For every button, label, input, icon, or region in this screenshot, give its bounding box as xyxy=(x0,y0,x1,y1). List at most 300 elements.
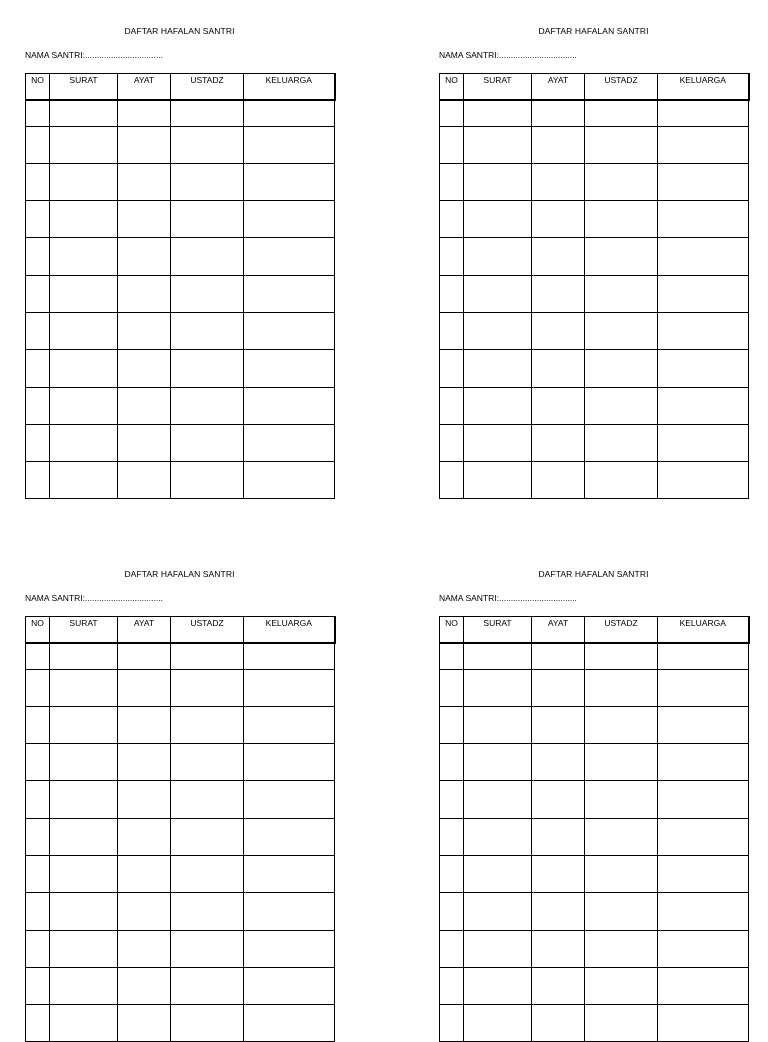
table-cell xyxy=(118,855,171,892)
header-row xyxy=(440,617,749,644)
table-row xyxy=(440,744,749,781)
table-cell xyxy=(440,967,464,1004)
column-header-surat: SURAT xyxy=(50,74,118,101)
table-cell xyxy=(464,126,532,163)
table-cell xyxy=(658,275,749,312)
column-header-surat: SURAT xyxy=(50,617,118,644)
table-row xyxy=(440,818,749,855)
table-row xyxy=(26,238,335,275)
table-cell xyxy=(440,201,464,238)
table-row xyxy=(440,1005,749,1042)
table-cell xyxy=(440,930,464,967)
table-cell xyxy=(464,855,532,892)
table-cell xyxy=(171,312,244,349)
table-row xyxy=(440,312,749,349)
table-cell xyxy=(244,424,335,461)
table-body xyxy=(440,100,749,499)
table-cell xyxy=(585,967,658,1004)
table-row xyxy=(26,126,335,163)
table-cell xyxy=(118,387,171,424)
table-cell xyxy=(244,930,335,967)
table-cell xyxy=(532,424,585,461)
table-cell xyxy=(440,818,464,855)
table-cell xyxy=(585,163,658,200)
table-cell xyxy=(658,312,749,349)
table-row xyxy=(26,706,335,743)
table-cell xyxy=(585,669,658,706)
table-cell xyxy=(244,201,335,238)
santri-name-line: NAMA SANTRI:................................. xyxy=(439,50,577,60)
table-cell xyxy=(532,126,585,163)
table-row xyxy=(26,893,335,930)
table-cell xyxy=(171,967,244,1004)
hafalan-table xyxy=(25,73,336,499)
table-cell xyxy=(50,100,118,126)
table-cell xyxy=(171,930,244,967)
table-cell xyxy=(464,930,532,967)
table-cell xyxy=(26,238,50,275)
table-cell xyxy=(118,238,171,275)
table-cell xyxy=(244,100,335,126)
table-cell xyxy=(658,706,749,743)
table-cell xyxy=(118,706,171,743)
table-cell xyxy=(532,387,585,424)
table-cell xyxy=(585,818,658,855)
table-cell xyxy=(26,275,50,312)
table-cell xyxy=(440,893,464,930)
table-row xyxy=(26,967,335,1004)
table-row xyxy=(440,126,749,163)
table-cell xyxy=(532,275,585,312)
table-cell xyxy=(26,312,50,349)
table-cell xyxy=(532,930,585,967)
table-cell xyxy=(118,350,171,387)
table-row xyxy=(26,100,335,126)
table-cell xyxy=(171,163,244,200)
table-cell xyxy=(171,126,244,163)
table-cell xyxy=(464,312,532,349)
column-header-ayat: AYAT xyxy=(532,74,585,101)
table-cell xyxy=(50,967,118,1004)
column-header-ayat: AYAT xyxy=(532,617,585,644)
table-cell xyxy=(658,201,749,238)
table-cell xyxy=(171,201,244,238)
table-cell xyxy=(585,744,658,781)
table-cell xyxy=(26,201,50,238)
table-cell xyxy=(464,238,532,275)
table-body xyxy=(26,100,335,499)
table-row xyxy=(26,744,335,781)
table-row xyxy=(26,643,335,669)
table-cell xyxy=(118,781,171,818)
hafalan-table xyxy=(25,616,336,1042)
table-row xyxy=(26,275,335,312)
form-title: DAFTAR HAFALAN SANTRI xyxy=(538,569,649,579)
table-row xyxy=(440,387,749,424)
column-header-keluarga: KELUARGA xyxy=(658,74,749,101)
table-cell xyxy=(658,100,749,126)
table-row xyxy=(440,350,749,387)
table-row xyxy=(26,312,335,349)
table-row xyxy=(26,387,335,424)
table-row xyxy=(26,424,335,461)
table-cell xyxy=(440,643,464,669)
table-cell xyxy=(26,643,50,669)
table-cell xyxy=(50,1005,118,1042)
table-cell xyxy=(50,424,118,461)
table-cell xyxy=(26,893,50,930)
table-cell xyxy=(26,967,50,1004)
table-cell xyxy=(658,967,749,1004)
table-cell xyxy=(440,126,464,163)
table-cell xyxy=(658,163,749,200)
table-row xyxy=(440,201,749,238)
table-cell xyxy=(464,350,532,387)
table-cell xyxy=(658,818,749,855)
table-cell xyxy=(440,744,464,781)
table-cell xyxy=(50,930,118,967)
table-cell xyxy=(658,238,749,275)
table-cell xyxy=(658,350,749,387)
column-header-no: NO xyxy=(26,617,50,644)
table-row xyxy=(26,669,335,706)
table-cell xyxy=(658,930,749,967)
table-row xyxy=(440,855,749,892)
table-cell xyxy=(26,163,50,200)
table-row xyxy=(440,462,749,499)
table-cell xyxy=(464,201,532,238)
table-cell xyxy=(50,201,118,238)
table-cell xyxy=(171,893,244,930)
hafalan-table xyxy=(439,616,750,1042)
table-cell xyxy=(464,462,532,499)
table-cell xyxy=(171,387,244,424)
table-row xyxy=(26,201,335,238)
table-cell xyxy=(118,462,171,499)
table-cell xyxy=(244,669,335,706)
table-cell xyxy=(585,201,658,238)
table-cell xyxy=(244,706,335,743)
table-cell xyxy=(171,706,244,743)
table-cell xyxy=(50,350,118,387)
table-cell xyxy=(440,350,464,387)
table-cell xyxy=(26,350,50,387)
table-cell xyxy=(171,818,244,855)
table-cell xyxy=(50,462,118,499)
table-cell xyxy=(464,893,532,930)
table-cell xyxy=(464,781,532,818)
table-cell xyxy=(585,275,658,312)
table-cell xyxy=(464,100,532,126)
table-cell xyxy=(26,1005,50,1042)
table-cell xyxy=(50,238,118,275)
table-cell xyxy=(532,744,585,781)
table-cell xyxy=(171,350,244,387)
table-cell xyxy=(440,100,464,126)
table-cell xyxy=(26,387,50,424)
table-cell xyxy=(585,387,658,424)
table-cell xyxy=(532,1005,585,1042)
table-cell xyxy=(171,100,244,126)
table-cell xyxy=(50,781,118,818)
table-cell xyxy=(532,238,585,275)
table-cell xyxy=(118,930,171,967)
column-header-ustadz: USTADZ xyxy=(585,617,658,644)
table-cell xyxy=(244,387,335,424)
table-cell xyxy=(464,744,532,781)
table-cell xyxy=(118,126,171,163)
santri-name-line: NAMA SANTRI:................................. xyxy=(25,50,163,60)
table-cell xyxy=(658,744,749,781)
table-cell xyxy=(244,462,335,499)
table-row xyxy=(440,669,749,706)
table-cell xyxy=(50,275,118,312)
table-cell xyxy=(118,818,171,855)
table-cell xyxy=(585,930,658,967)
table-cell xyxy=(26,744,50,781)
column-header-surat: SURAT xyxy=(464,617,532,644)
table-cell xyxy=(26,669,50,706)
table-cell xyxy=(244,744,335,781)
table-cell xyxy=(50,163,118,200)
table-cell xyxy=(118,893,171,930)
table-row xyxy=(440,781,749,818)
column-header-no: NO xyxy=(26,74,50,101)
table-cell xyxy=(658,643,749,669)
table-cell xyxy=(532,706,585,743)
table-cell xyxy=(658,462,749,499)
santri-name-line: NAMA SANTRI:................................. xyxy=(439,593,577,603)
table-cell xyxy=(171,1005,244,1042)
table-cell xyxy=(118,312,171,349)
table-cell xyxy=(658,893,749,930)
table-cell xyxy=(50,818,118,855)
table-row xyxy=(26,781,335,818)
table-cell xyxy=(118,643,171,669)
table-cell xyxy=(118,275,171,312)
table-cell xyxy=(26,781,50,818)
table-row xyxy=(440,967,749,1004)
header-row xyxy=(26,74,335,101)
table-cell xyxy=(118,424,171,461)
table-row xyxy=(440,275,749,312)
table-row xyxy=(440,424,749,461)
table-cell xyxy=(244,818,335,855)
table-cell xyxy=(118,744,171,781)
column-header-ayat: AYAT xyxy=(118,74,171,101)
table-row xyxy=(440,238,749,275)
table-cell xyxy=(440,669,464,706)
table-cell xyxy=(532,855,585,892)
table-cell xyxy=(244,126,335,163)
table-cell xyxy=(464,818,532,855)
column-header-keluarga: KELUARGA xyxy=(244,617,335,644)
table-row xyxy=(440,163,749,200)
table-cell xyxy=(26,855,50,892)
header-row xyxy=(26,617,335,644)
table-cell xyxy=(585,350,658,387)
table-cell xyxy=(532,781,585,818)
table-row xyxy=(26,930,335,967)
table-cell xyxy=(532,312,585,349)
table-cell xyxy=(440,238,464,275)
table-cell xyxy=(440,855,464,892)
table-cell xyxy=(585,238,658,275)
table-cell xyxy=(464,706,532,743)
table-cell xyxy=(118,967,171,1004)
table-cell xyxy=(244,238,335,275)
table-cell xyxy=(171,855,244,892)
table-cell xyxy=(658,1005,749,1042)
table-cell xyxy=(244,781,335,818)
table-cell xyxy=(244,350,335,387)
table-row xyxy=(26,462,335,499)
table-cell xyxy=(532,100,585,126)
table-cell xyxy=(50,706,118,743)
table-cell xyxy=(585,706,658,743)
column-header-no: NO xyxy=(440,617,464,644)
table-cell xyxy=(585,462,658,499)
table-cell xyxy=(585,126,658,163)
table-cell xyxy=(50,744,118,781)
form-title: DAFTAR HAFALAN SANTRI xyxy=(124,569,235,579)
table-cell xyxy=(585,100,658,126)
table-cell xyxy=(50,312,118,349)
hafalan-table xyxy=(439,73,750,499)
table-cell xyxy=(118,1005,171,1042)
table-cell xyxy=(658,855,749,892)
table-cell xyxy=(585,643,658,669)
table-cell xyxy=(464,275,532,312)
table-cell xyxy=(464,967,532,1004)
table-cell xyxy=(171,669,244,706)
table-cell xyxy=(50,855,118,892)
table-cell xyxy=(440,1005,464,1042)
table-cell xyxy=(464,669,532,706)
table-cell xyxy=(26,100,50,126)
header-row xyxy=(440,74,749,101)
table-cell xyxy=(658,781,749,818)
form-title: DAFTAR HAFALAN SANTRI xyxy=(538,26,649,36)
table-cell xyxy=(50,387,118,424)
table-cell xyxy=(244,275,335,312)
table-cell xyxy=(464,424,532,461)
table-cell xyxy=(440,781,464,818)
table-cell xyxy=(244,1005,335,1042)
table-row xyxy=(440,930,749,967)
table-cell xyxy=(585,855,658,892)
column-header-ustadz: USTADZ xyxy=(171,617,244,644)
table-cell xyxy=(26,126,50,163)
table-row xyxy=(26,163,335,200)
table-cell xyxy=(440,387,464,424)
table-cell xyxy=(244,163,335,200)
table-row xyxy=(440,643,749,669)
table-cell xyxy=(244,967,335,1004)
form-title: DAFTAR HAFALAN SANTRI xyxy=(124,26,235,36)
table-cell xyxy=(440,163,464,200)
table-cell xyxy=(171,462,244,499)
table-cell xyxy=(532,893,585,930)
table-cell xyxy=(532,643,585,669)
table-body xyxy=(440,643,749,1042)
table-cell xyxy=(532,669,585,706)
table-cell xyxy=(440,424,464,461)
column-header-ustadz: USTADZ xyxy=(171,74,244,101)
table-cell xyxy=(118,201,171,238)
table-cell xyxy=(585,781,658,818)
table-cell xyxy=(658,126,749,163)
table-cell xyxy=(464,1005,532,1042)
table-row xyxy=(26,350,335,387)
table-cell xyxy=(464,387,532,424)
table-cell xyxy=(171,744,244,781)
table-cell xyxy=(50,126,118,163)
table-cell xyxy=(26,930,50,967)
column-header-ustadz: USTADZ xyxy=(585,74,658,101)
table-cell xyxy=(658,387,749,424)
table-cell xyxy=(532,163,585,200)
table-cell xyxy=(585,424,658,461)
table-cell xyxy=(440,275,464,312)
table-cell xyxy=(26,706,50,743)
table-cell xyxy=(244,893,335,930)
table-cell xyxy=(532,967,585,1004)
table-cell xyxy=(171,238,244,275)
table-cell xyxy=(171,643,244,669)
table-cell xyxy=(171,275,244,312)
table-cell xyxy=(464,643,532,669)
column-header-surat: SURAT xyxy=(464,74,532,101)
table-cell xyxy=(244,312,335,349)
table-cell xyxy=(244,855,335,892)
table-cell xyxy=(118,669,171,706)
column-header-keluarga: KELUARGA xyxy=(658,617,749,644)
table-cell xyxy=(171,781,244,818)
table-body xyxy=(26,643,335,1042)
table-row xyxy=(26,1005,335,1042)
table-cell xyxy=(658,669,749,706)
column-header-no: NO xyxy=(440,74,464,101)
table-row xyxy=(440,893,749,930)
table-cell xyxy=(532,201,585,238)
table-row xyxy=(26,818,335,855)
table-cell xyxy=(50,893,118,930)
table-cell xyxy=(50,643,118,669)
table-row xyxy=(26,855,335,892)
table-cell xyxy=(440,462,464,499)
table-cell xyxy=(464,163,532,200)
table-cell xyxy=(585,893,658,930)
santri-name-line: NAMA SANTRI:................................. xyxy=(25,593,163,603)
column-header-ayat: AYAT xyxy=(118,617,171,644)
table-cell xyxy=(171,424,244,461)
table-cell xyxy=(585,312,658,349)
table-cell xyxy=(118,100,171,126)
table-cell xyxy=(26,462,50,499)
table-cell xyxy=(50,669,118,706)
table-cell xyxy=(26,424,50,461)
table-cell xyxy=(440,312,464,349)
table-cell xyxy=(26,818,50,855)
table-row xyxy=(440,706,749,743)
table-cell xyxy=(118,163,171,200)
table-cell xyxy=(244,643,335,669)
table-cell xyxy=(585,1005,658,1042)
table-cell xyxy=(532,818,585,855)
table-cell xyxy=(440,706,464,743)
table-cell xyxy=(658,424,749,461)
